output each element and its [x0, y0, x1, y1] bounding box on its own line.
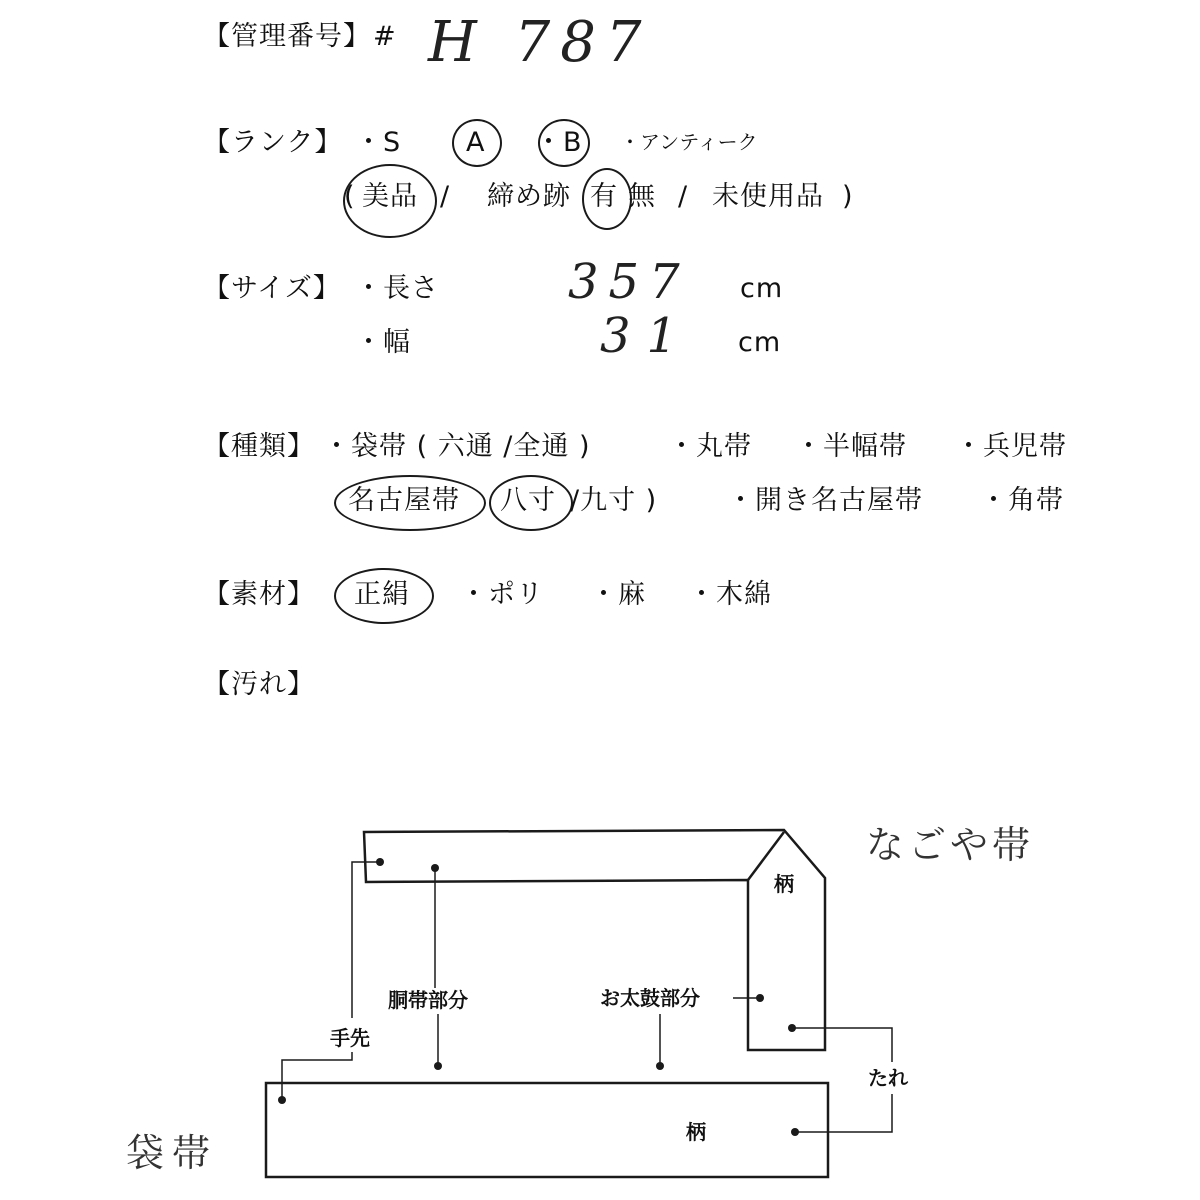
open-paren: (	[344, 181, 356, 212]
size-label: 【サイズ】	[203, 273, 341, 304]
tesaki-label: 手先	[330, 1026, 370, 1050]
pattern-label-nagoya: 柄	[774, 872, 794, 896]
point-tare-top	[788, 1024, 796, 1032]
point-dobu-bottom	[434, 1062, 442, 1070]
width-unit: cm	[738, 327, 782, 358]
type-fukuro: ・袋帯 ( 六通 /全通 )	[323, 431, 591, 462]
type-heko: ・兵児帯	[955, 431, 1067, 462]
tesaki-leader	[282, 862, 378, 1098]
type-maru: ・丸帯	[668, 431, 752, 462]
rank-label: 【ランク】	[203, 127, 343, 158]
rank-option-antique: ・アンティーク	[620, 130, 758, 154]
control-number-value: H 787	[428, 10, 652, 75]
point-otaiko-top	[756, 994, 764, 1002]
material-label: 【素材】	[203, 579, 315, 610]
type-hassun: 八寸	[500, 485, 556, 516]
material-shoken: 正絹	[354, 579, 410, 610]
type-nagoya: 名古屋帯	[348, 485, 460, 516]
stain-label: 【汚れ】	[203, 669, 315, 700]
point-otaiko-bottom	[656, 1062, 664, 1070]
length-unit: cm	[740, 273, 784, 304]
length-value: 357	[568, 254, 690, 310]
material-poly: ・ポリ	[460, 579, 544, 610]
point-tesaki-top	[376, 858, 384, 866]
point-dobu-top	[431, 864, 439, 872]
nagoya-obi-outline	[364, 830, 825, 1050]
pattern-label-fukuro: 柄	[686, 1120, 706, 1144]
condition-bihin: 美品	[362, 181, 418, 212]
control-number-label: 【管理番号】	[203, 21, 371, 52]
condition-unused: 未使用品	[712, 181, 824, 212]
point-tare-bottom	[791, 1128, 799, 1136]
tightening-mark-label: 締め跡	[487, 181, 571, 212]
hash-mark: #	[373, 21, 397, 52]
close-paren: )	[842, 181, 854, 212]
dobu-label: 胴帯部分	[388, 988, 468, 1012]
width-value: 31	[600, 308, 694, 364]
tightening-mark-yes: 有	[590, 181, 618, 212]
type-kaku: ・角帯	[980, 485, 1064, 516]
point-tesaki-bottom	[278, 1096, 286, 1104]
otaiko-label: お太鼓部分	[600, 986, 700, 1010]
fukuro-obi-title: 袋帯	[126, 1131, 219, 1175]
slash-1: /	[440, 181, 451, 212]
tare-label: たれ	[868, 1066, 908, 1090]
type-label: 【種類】	[203, 431, 315, 462]
material-asa: ・麻	[590, 579, 646, 610]
type-hiraki-nagoya: ・開き名古屋帯	[727, 485, 923, 516]
fukuro-obi-outline	[266, 1083, 828, 1177]
nagoya-obi-title: なごや帯	[866, 823, 1035, 867]
tightening-mark-no: 無	[628, 181, 656, 212]
material-momen: ・木綿	[688, 579, 772, 610]
width-label: ・幅	[355, 327, 411, 358]
length-label: ・長さ	[355, 273, 439, 304]
type-kyusun: /九寸 )	[570, 485, 658, 516]
rank-option-b: ・B	[535, 127, 583, 158]
rank-option-s: ・S	[355, 127, 402, 158]
rank-option-a: A	[466, 127, 486, 158]
type-hanhaba: ・半幅帯	[795, 431, 907, 462]
slash-2: /	[678, 181, 689, 212]
